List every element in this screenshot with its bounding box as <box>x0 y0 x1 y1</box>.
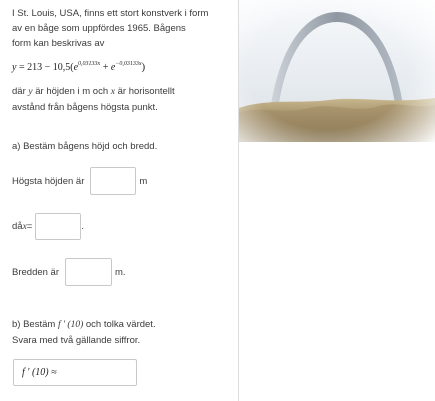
width-unit: m. <box>115 266 126 278</box>
height-row <box>12 167 147 195</box>
desc-line-1 <box>12 84 234 100</box>
x-row <box>12 213 84 240</box>
x-input[interactable] <box>35 213 81 240</box>
part-b-title <box>12 317 156 333</box>
part-b-instruction: Svara med två gällande siffror. <box>12 335 141 346</box>
formula-lhs: y <box>12 62 17 73</box>
desc-line-2: avstånd från bågens högsta punkt. <box>12 102 158 113</box>
formula-exp2: −0,03133x <box>115 61 142 67</box>
width-row <box>12 258 126 286</box>
desc-y-var: y <box>28 87 33 97</box>
formula-exp1: 0,03133x <box>78 61 101 67</box>
part-b-prefix: b) Bestäm <box>12 319 58 330</box>
desc-x-var: x <box>110 87 115 97</box>
width-label: Bredden är <box>12 266 60 278</box>
formula-e1: e <box>73 62 79 73</box>
problem-description <box>12 84 234 115</box>
gateway-arch-image <box>239 0 435 142</box>
part-b-func: f ′ (10) <box>57 320 84 330</box>
formula-plus: + <box>100 62 111 73</box>
intro-line-1: I St. Louis, USA, finns ett stort konstverk i form <box>12 8 209 19</box>
formula-close: ) <box>141 61 146 73</box>
part-b <box>12 317 156 348</box>
desc-suffix: är horisontellt <box>114 86 175 97</box>
width-input[interactable] <box>65 258 112 286</box>
image-vignette <box>239 0 435 142</box>
derivative-label: f ′ (10) ≈ <box>22 367 57 378</box>
arch-formula <box>12 61 145 73</box>
x-trailing-period: . <box>81 221 84 232</box>
gateway-arch-photo <box>239 0 435 142</box>
intro-line-2: av en båge som uppfördes 1965. Bågens <box>12 23 186 34</box>
intro-line-3: form kan beskrivas av <box>12 38 105 49</box>
x-variable: x <box>22 221 27 232</box>
x-label-suffix: = <box>26 221 33 232</box>
part-b-suffix: och tolka värdet. <box>83 319 156 330</box>
formula-eq: = 213 − 10,5( <box>16 62 74 73</box>
formula-e2: e <box>110 62 116 73</box>
desc-prefix: där <box>12 86 29 97</box>
height-input[interactable] <box>90 167 136 195</box>
desc-mid: är höjden i m och <box>32 86 111 97</box>
part-a-title: a) Bestäm bågens höjd och bredd. <box>12 141 158 152</box>
x-label-prefix: då <box>12 221 23 232</box>
problem-intro <box>12 6 234 51</box>
height-unit: m <box>139 175 148 187</box>
height-label: Högsta höjden är <box>12 175 85 187</box>
derivative-input-field[interactable] <box>13 359 137 386</box>
